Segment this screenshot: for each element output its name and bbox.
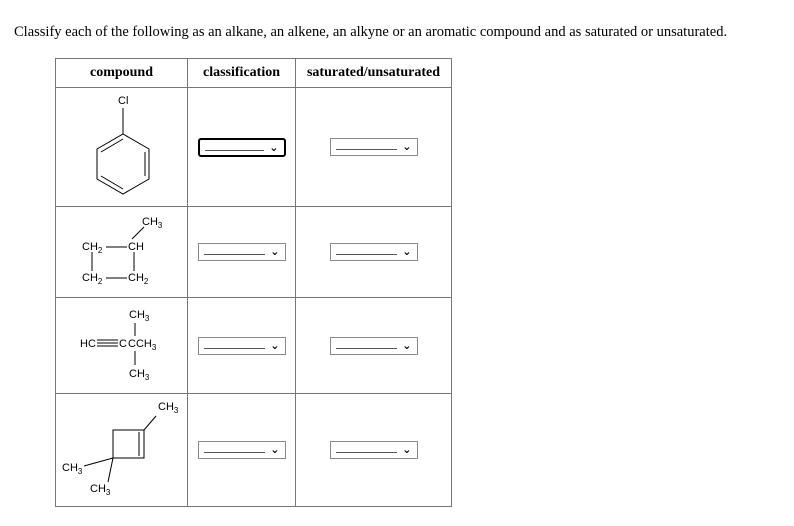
ch2-bottom-left-label: $CH_2$ — [82, 272, 103, 286]
table-row — [56, 207, 452, 298]
chevron-down-icon: ⌄ — [270, 245, 280, 259]
hc-label: HC — [80, 338, 96, 350]
ch-label: CH — [128, 241, 144, 253]
ch3-bottom-label: $CH_3$ — [90, 483, 111, 497]
cl-label: Cl — [118, 95, 129, 107]
chlorobenzene-structure — [56, 88, 187, 206]
dimethylbutyne-structure — [56, 298, 187, 393]
c-label: C — [119, 338, 127, 350]
ch3-left-label: $CH_3$ — [62, 462, 83, 476]
trimethylcyclobutene-structure — [56, 394, 187, 506]
ch2-left-label: $CH_2$ — [82, 241, 103, 255]
chevron-down-icon: ⌄ — [402, 338, 412, 352]
classification-select-1[interactable] — [198, 138, 286, 157]
ch3-bottom-label: $CH_3$ — [129, 368, 150, 382]
chevron-down-icon: ⌄ — [270, 443, 280, 457]
ch3-top-label: $CH_3$ — [142, 216, 163, 230]
compound-cell — [56, 207, 188, 298]
saturation-select-4[interactable] — [330, 441, 418, 459]
chevron-down-icon: ⌄ — [270, 338, 280, 352]
methylcyclobutane-structure — [56, 207, 187, 297]
ch3-right-label: $CH_3$ — [158, 401, 179, 415]
ch2-bottom-right-label: $CH_2$ — [128, 272, 149, 286]
table-row — [56, 298, 452, 394]
compound-cell — [56, 88, 188, 207]
compound-cell — [56, 394, 188, 507]
chevron-down-icon: ⌄ — [402, 245, 412, 259]
question-text: Classify each of the following as an alkane, an alkene, an alkyne or an aromatic compound and as saturated or unsaturated. — [14, 24, 728, 40]
compound-cell — [56, 298, 188, 394]
chevron-down-icon: ⌄ — [402, 140, 412, 154]
saturation-select-1[interactable] — [330, 138, 418, 156]
classification-select-2[interactable] — [198, 243, 286, 261]
classification-table — [55, 58, 452, 507]
cch3-label: $CCH_3$ — [128, 338, 157, 352]
classification-select-4[interactable] — [198, 441, 286, 459]
saturation-select-3[interactable] — [330, 337, 418, 355]
header-classification: classification — [188, 59, 296, 88]
header-saturation: saturated/unsaturated — [296, 59, 452, 88]
ch3-top-label: $CH_3$ — [129, 309, 150, 323]
saturation-select-2[interactable] — [330, 243, 418, 261]
chevron-down-icon: ⌄ — [269, 140, 279, 154]
table-row — [56, 88, 452, 207]
chevron-down-icon: ⌄ — [402, 443, 412, 457]
table-row — [56, 394, 452, 507]
table-header-row — [56, 59, 452, 88]
classification-select-3[interactable] — [198, 337, 286, 355]
header-compound: compound — [56, 59, 188, 88]
